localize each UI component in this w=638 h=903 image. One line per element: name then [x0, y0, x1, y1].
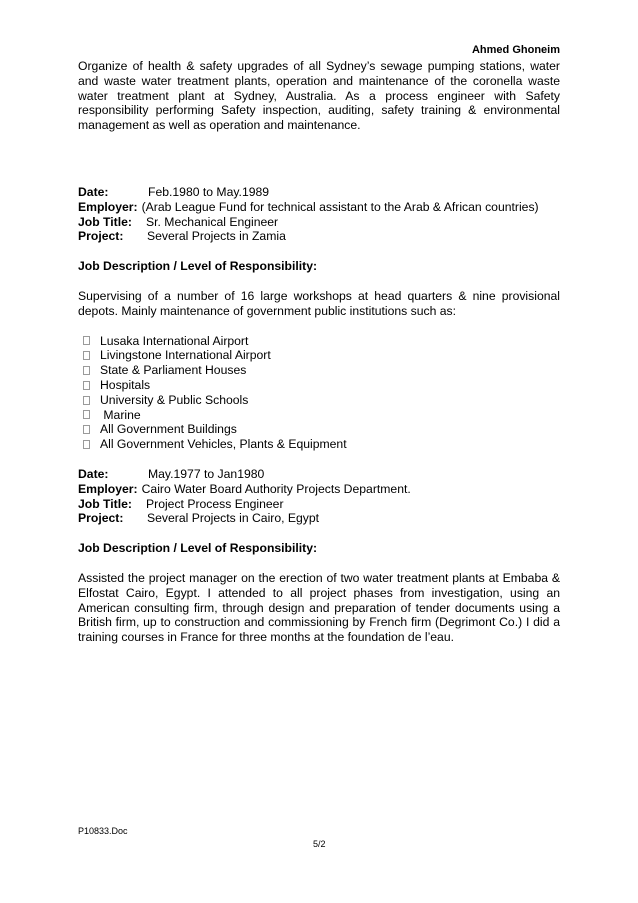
header-author-name: Ahmed Ghoneim — [471, 44, 560, 56]
job1-project-value: Several Projects in Zamia — [147, 229, 286, 244]
job2-description-heading: Job Description / Level of Responsibility: — [78, 541, 318, 556]
job2-employer-value: Cairo Water Board Authority Projects Department. — [141, 481, 411, 496]
list-item: Marine — [78, 408, 560, 423]
list-item: Livingstone International Airport — [78, 348, 560, 363]
job1-date-row — [78, 185, 560, 200]
job2-title-row — [78, 497, 560, 512]
intro-paragraph: Organize of health & safety upgrades of all Sydney’s sewage pumping stations, water and waste water treatment plants, operation and maintenance of the coronella waste water treatment plant at Sydney, Australia. As a process engineer with Safety responsibility performing Safety inspection, auditing, safety training & environmental management as well as operation and maintenance. — [78, 59, 560, 133]
job1-bullet-list — [78, 334, 560, 452]
checkbox-icon — [83, 381, 90, 390]
checkbox-icon — [83, 336, 90, 345]
job-entry-1 — [78, 185, 560, 452]
job2-date-value: May.1977 to Jan1980 — [148, 466, 265, 481]
job2-title-value: Project Process Engineer — [146, 496, 284, 511]
job1-description: Supervising of a number of 16 large workshops at head quarters & nine provisional depots. Mainly maintenance of government public institutions such as: — [78, 288, 560, 318]
checkbox-icon — [83, 410, 90, 419]
job2-date-row — [78, 467, 560, 482]
job-title-label: Job Title: — [78, 214, 132, 229]
job2-employer-row — [78, 482, 560, 497]
list-item: University & Public Schools — [78, 393, 560, 408]
checkbox-icon — [83, 366, 90, 375]
job1-employer-value: (Arab League Fund for technical assistant to the Arab & African countries) — [141, 199, 539, 214]
footer-document-name: P10833.Doc — [78, 826, 128, 836]
job-entry-2 — [78, 467, 560, 645]
date-label: Date: — [78, 466, 109, 481]
job1-title-value: Sr. Mechanical Engineer — [146, 214, 279, 229]
job1-description-heading: Job Description / Level of Responsibility: — [78, 259, 318, 274]
employer-label: Employer: — [78, 199, 138, 214]
job2-description: Assisted the project manager on the erection of two water treatment plants at Embaba & Elfostat Cairo, Egypt. I attended to all project phases from investigation, using an American consulting firm, through design and preparation of tender documents using a British firm, up to construction and commissioning by French firm (Degrimont Co.) I did a training courses in France for three months at the foundation de l’eau. — [78, 570, 560, 645]
job1-date-value: Feb.1980 to May.1989 — [148, 184, 270, 199]
list-item: All Government Vehicles, Plants & Equipment — [78, 437, 560, 452]
job1-project-row — [78, 229, 560, 244]
job2-project-row — [78, 511, 560, 526]
checkbox-icon — [83, 351, 90, 360]
job-title-label: Job Title: — [78, 496, 132, 511]
job1-employer-row — [78, 200, 560, 215]
project-label: Project: — [78, 511, 124, 526]
job2-project-value: Several Projects in Cairo, Egypt — [147, 511, 320, 526]
checkbox-icon — [83, 396, 90, 405]
list-item: State & Parliament Houses — [78, 363, 560, 378]
employer-label: Employer: — [78, 481, 138, 496]
checkbox-icon — [83, 425, 90, 434]
list-item: Lusaka International Airport — [78, 334, 560, 349]
date-label: Date: — [78, 184, 109, 199]
project-label: Project: — [78, 229, 124, 244]
document-body — [78, 59, 560, 645]
list-item: All Government Buildings — [78, 422, 560, 437]
list-item: Hospitals — [78, 378, 560, 393]
checkbox-icon — [83, 440, 90, 449]
job1-title-row — [78, 215, 560, 230]
footer-page-number: 5/2 — [313, 839, 326, 849]
